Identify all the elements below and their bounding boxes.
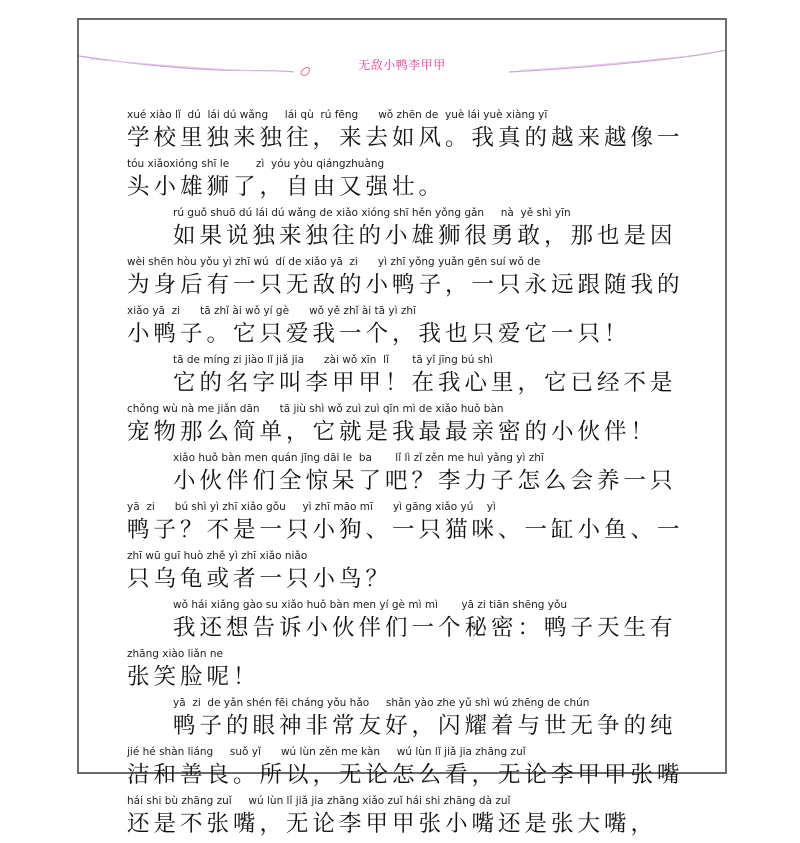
chinese-text: 我还想告诉小伙伴们一个秘密：鸭子天生有 — [173, 615, 677, 641]
chinese-text: 张笑脸呢！ — [127, 664, 260, 690]
chinese-text: 鸭子？不是一只小狗、一只猫咪、一缸小鱼、一 — [127, 517, 684, 543]
chinese-text: 小鸭子。它只爱我一个，我也只爱它一只！ — [127, 321, 631, 347]
text-line — [127, 157, 687, 206]
page-frame — [77, 18, 727, 837]
pinyin-annotation: yā zi bú shì yì zhī xiǎo gǒu yì zhī māo mī yì gāng xiǎo yú yì — [127, 501, 496, 513]
pinyin-annotation: zhāng xiào liǎn ne — [127, 648, 223, 660]
text-line — [127, 402, 687, 451]
text-line — [127, 255, 687, 304]
running-header-title: 无敌小鸭李甲甲 — [358, 58, 446, 72]
chinese-text: 小伙伴们全惊呆了吧？李力子怎么会养一只 — [173, 468, 677, 494]
text-line — [127, 696, 687, 745]
pinyin-annotation: zhī wū guī huò zhě yì zhī xiǎo niǎo — [127, 550, 308, 562]
chinese-text: 头小雄狮了，自由又强壮。 — [127, 174, 446, 200]
pinyin-annotation: xiǎo yā zi tā zhǐ ài wǒ yí gè wǒ yě zhǐ ài tā yì zhī — [127, 305, 416, 317]
text-line — [127, 304, 687, 353]
text-line — [127, 549, 687, 598]
pinyin-annotation: hái shi bù zhāng zuǐ wú lùn lǐ jiǎ jia zhāng xiǎo zuǐ hái shi zhāng dà zuǐ — [127, 795, 511, 807]
chinese-text: 只乌龟或者一只小鸟？ — [127, 566, 393, 592]
pinyin-annotation: tā de míng zi jiào lǐ jiǎ jia zài wǒ xīn lǐ tā yǐ jīng bú shì — [173, 354, 493, 366]
text-line — [127, 206, 687, 255]
chinese-text: 还是不张嘴，无论李甲甲张小嘴还是张大嘴， — [127, 811, 658, 837]
text-line — [127, 598, 687, 647]
pinyin-annotation: rú guǒ shuō dú lái dú wǎng de xiǎo xióng shī hěn yǒng gǎn nà yě shì yīn — [173, 207, 571, 219]
text-line — [127, 451, 687, 500]
pinyin-annotation: wèi shēn hòu yǒu yì zhī wú dí de xiǎo yā zi yì zhī yǒng yuǎn gēn suí wǒ de — [127, 256, 541, 268]
pinyin-annotation: chǒng wù nà me jiǎn dān tā jiù shì wǒ zuì zuì qīn mì de xiǎo huǒ bàn — [127, 403, 504, 415]
pinyin-annotation: xué xiào lǐ dú lái dú wǎng lái qù rú fēng wǒ zhēn de yuè lái yuè xiàng yī — [127, 109, 548, 121]
text-line — [127, 353, 687, 402]
text-line — [127, 745, 687, 794]
chinese-text: 学校里独来独往，来去如风。我真的越来越像一 — [127, 125, 684, 151]
chinese-text: 洁和善良。所以，无论怎么看，无论李甲甲张嘴 — [127, 762, 684, 788]
text-line — [127, 108, 687, 157]
text-line — [127, 500, 687, 549]
chinese-text: 它的名字叫李甲甲！在我心里，它已经不是 — [173, 370, 677, 396]
pinyin-annotation: jié hé shàn liáng suǒ yǐ wú lùn zěn me kàn wú lùn lǐ jiǎ jia zhāng zuǐ — [127, 746, 526, 758]
page-header — [79, 50, 725, 80]
pinyin-annotation: yā zi de yǎn shén fēi cháng yǒu hǎo shǎn yào zhe yǔ shì wú zhēng de chún — [173, 697, 590, 709]
chinese-text: 鸭子的眼神非常友好，闪耀着与世无争的纯 — [173, 713, 677, 739]
text-line — [127, 647, 687, 696]
chinese-text: 宠物那么简单，它就是我最最亲密的小伙伴！ — [127, 419, 658, 445]
chinese-text: 为身后有一只无敌的小鸭子，一只永远跟随我的 — [127, 272, 684, 298]
pinyin-annotation: xiǎo huǒ bàn men quán jīng dāi le ba lǐ lì zǐ zěn me huì yǎng yì zhī — [173, 452, 544, 464]
pinyin-annotation: wǒ hái xiǎng gào su xiǎo huǒ bàn men yí gè mì mì yā zi tiān shēng yǒu — [173, 599, 568, 611]
story-text — [127, 108, 687, 843]
chinese-text: 如果说独来独往的小雄狮很勇敢，那也是因 — [173, 223, 677, 249]
pinyin-annotation: tóu xiǎoxióng shī le zì yóu yòu qiángzhuàng — [127, 158, 385, 170]
text-line — [127, 794, 687, 843]
